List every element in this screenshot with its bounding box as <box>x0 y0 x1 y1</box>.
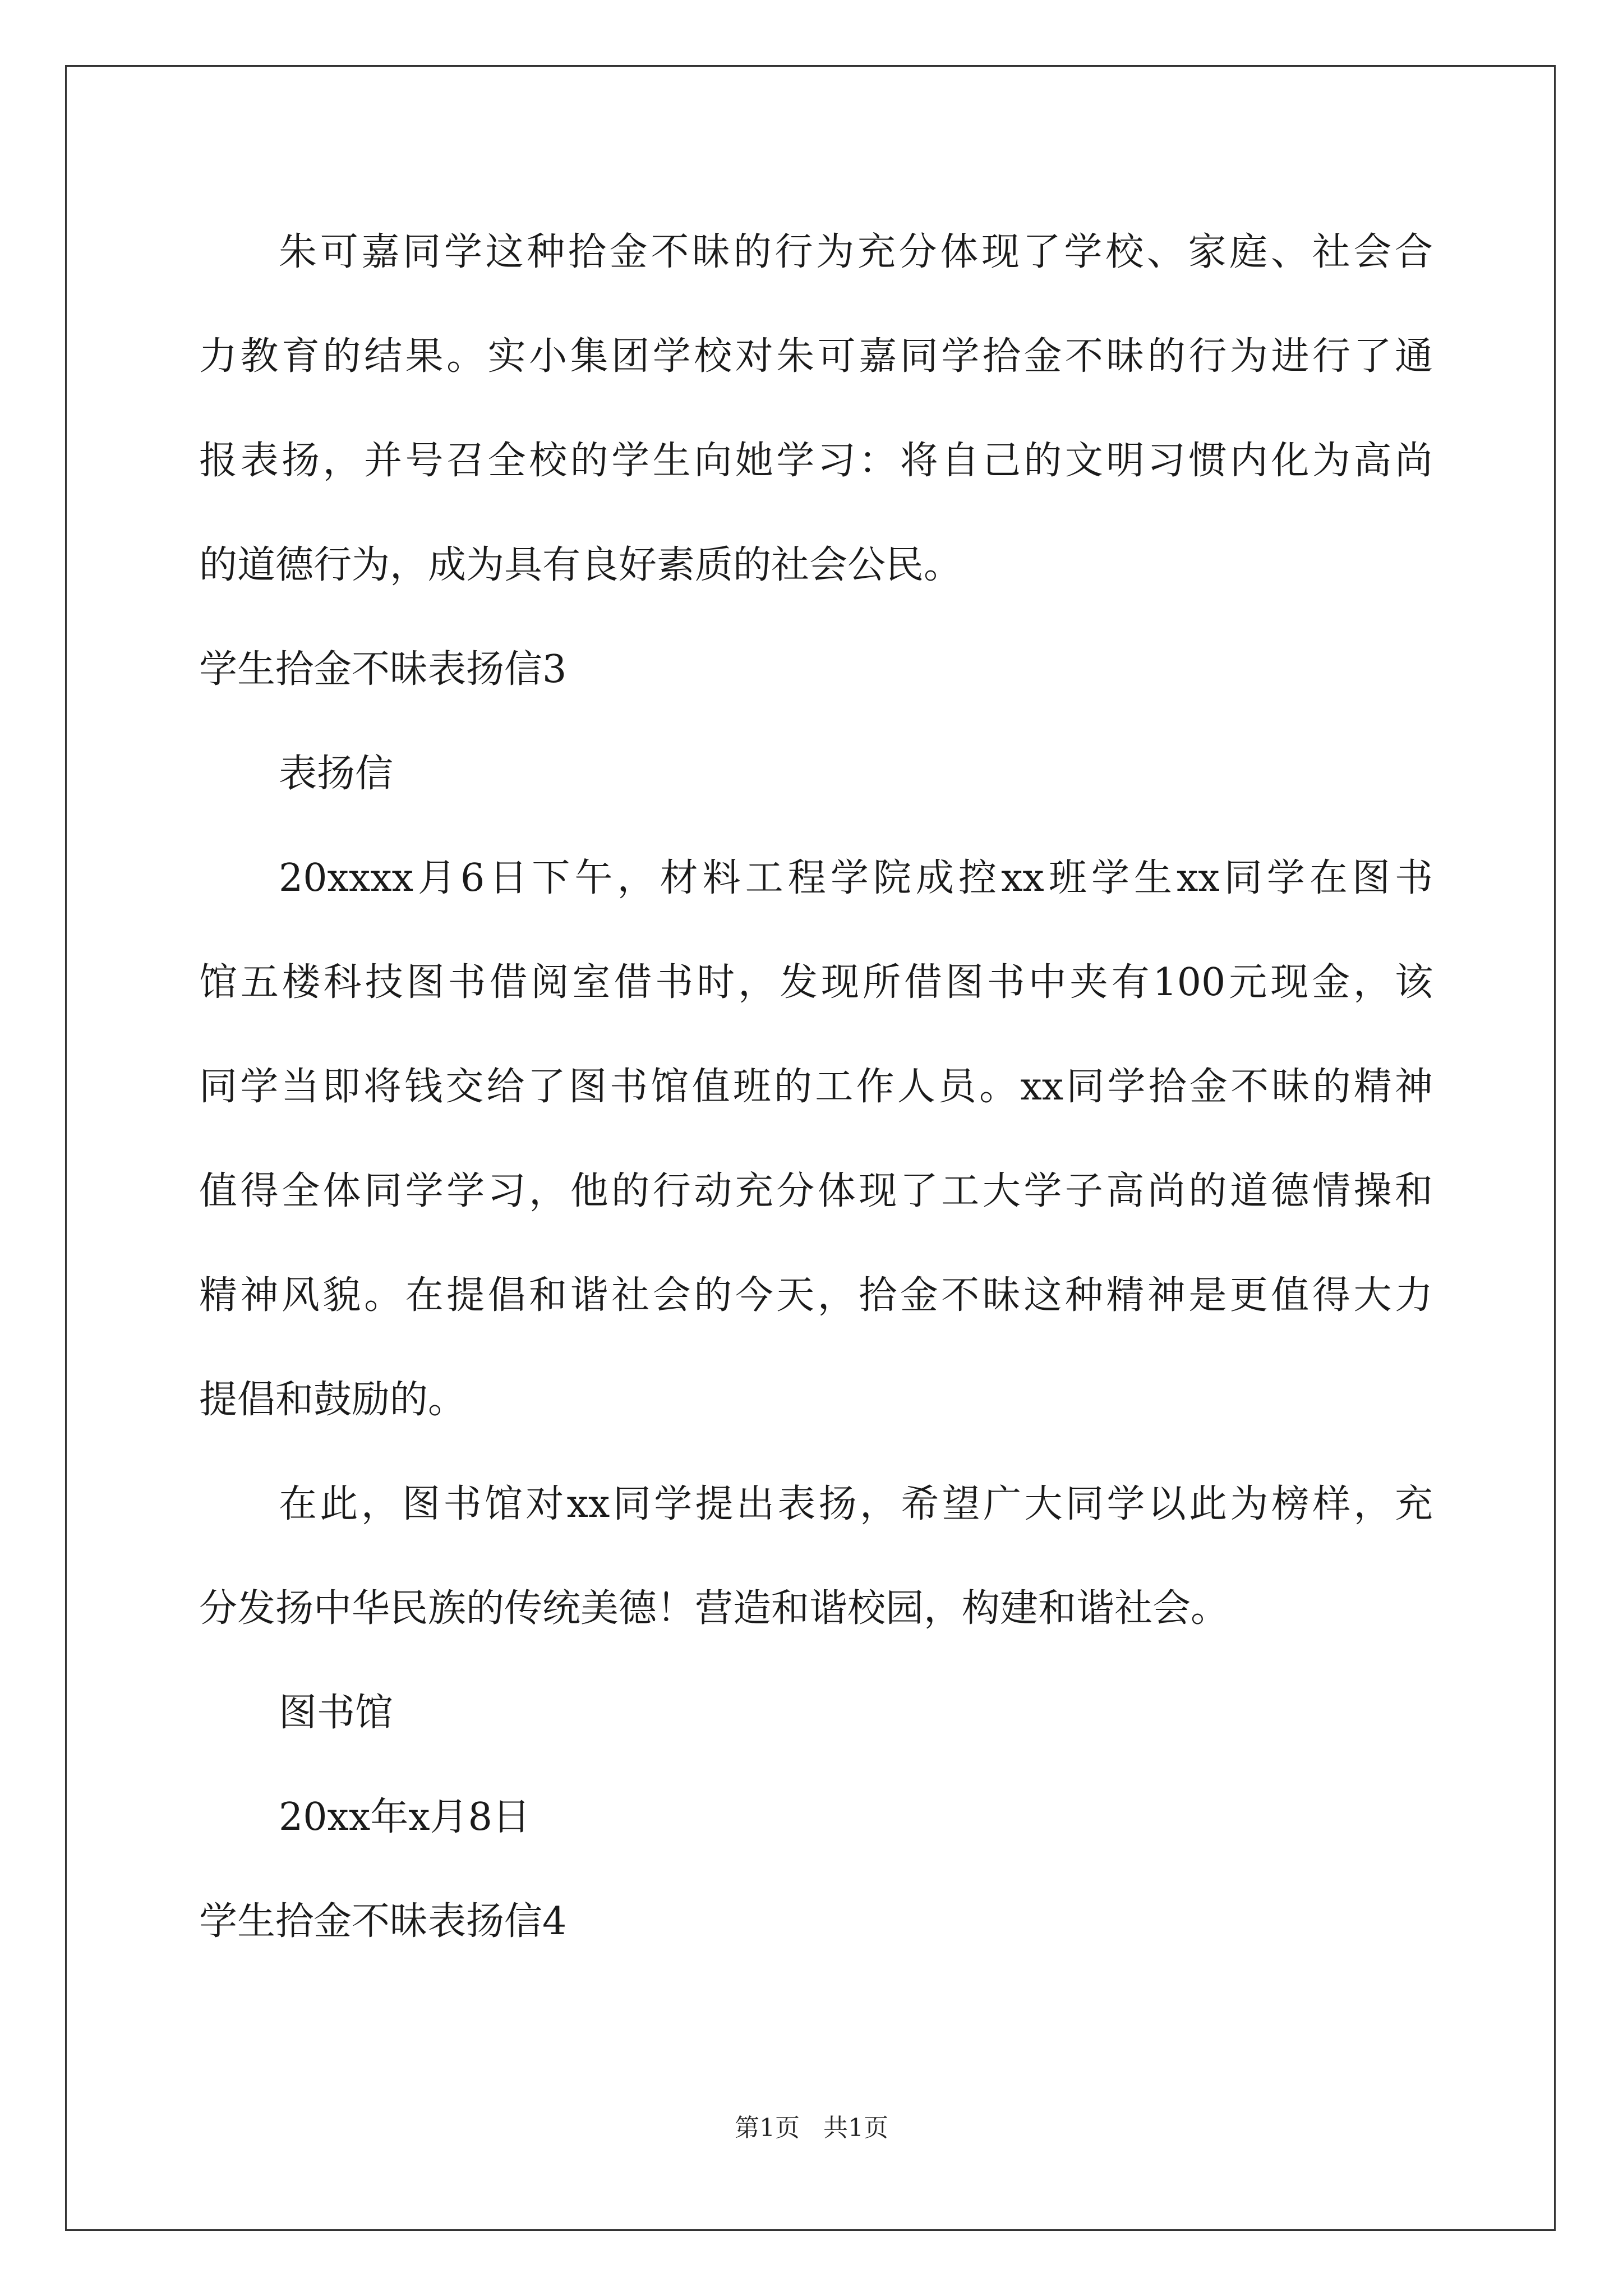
letter-title: 表扬信 <box>279 752 394 796</box>
date-line: 20xx年x月8日 <box>279 1795 531 1839</box>
paragraph-line: 20xxxx月6日下午，材料工程学院成控xx班学生xx同学在图书 <box>279 856 1433 900</box>
page-total: 共1页 <box>823 2114 888 2142</box>
section-heading: 学生拾金不昧表扬信3 <box>199 647 567 692</box>
paragraph-line: 在此，图书馆对xx同学提出表扬，希望广大同学以此为榜样，充 <box>279 1482 1433 1526</box>
paragraph-line: 值得全体同学学习，他的行动充分体现了工大学子高尚的道德情操和 <box>199 1169 1433 1213</box>
section-heading: 学生拾金不昧表扬信4 <box>199 1899 567 1944</box>
paragraph-line: 的道德行为，成为具有良好素质的社会公民。 <box>199 543 962 587</box>
signature: 图书馆 <box>279 1691 394 1735</box>
paragraph-line: 朱可嘉同学这种拾金不昧的行为充分体现了学校、家庭、社会合 <box>279 230 1433 274</box>
paragraph-line: 同学当即将钱交给了图书馆值班的工作人员。xx同学拾金不昧的精神 <box>199 1065 1433 1109</box>
paragraph-line: 分发扬中华民族的传统美德！营造和谐校园，构建和谐社会。 <box>199 1586 1229 1631</box>
page-number: 第1页 <box>735 2114 800 2142</box>
paragraph-line: 馆五楼科技图书借阅室借书时，发现所借图书中夹有100元现金，该 <box>199 960 1433 1005</box>
paragraph-line: 精神风貌。在提倡和谐社会的今天，拾金不昧这种精神是更值得大力 <box>199 1273 1433 1318</box>
paragraph-line: 力教育的结果。实小集团学校对朱可嘉同学拾金不昧的行为进行了通 <box>199 334 1433 379</box>
paragraph-line: 报表扬，并号召全校的学生向她学习：将自己的文明习惯内化为高尚 <box>199 439 1433 483</box>
paragraph-line: 提倡和鼓励的。 <box>199 1378 467 1422</box>
page-footer <box>0 2111 1623 2145</box>
